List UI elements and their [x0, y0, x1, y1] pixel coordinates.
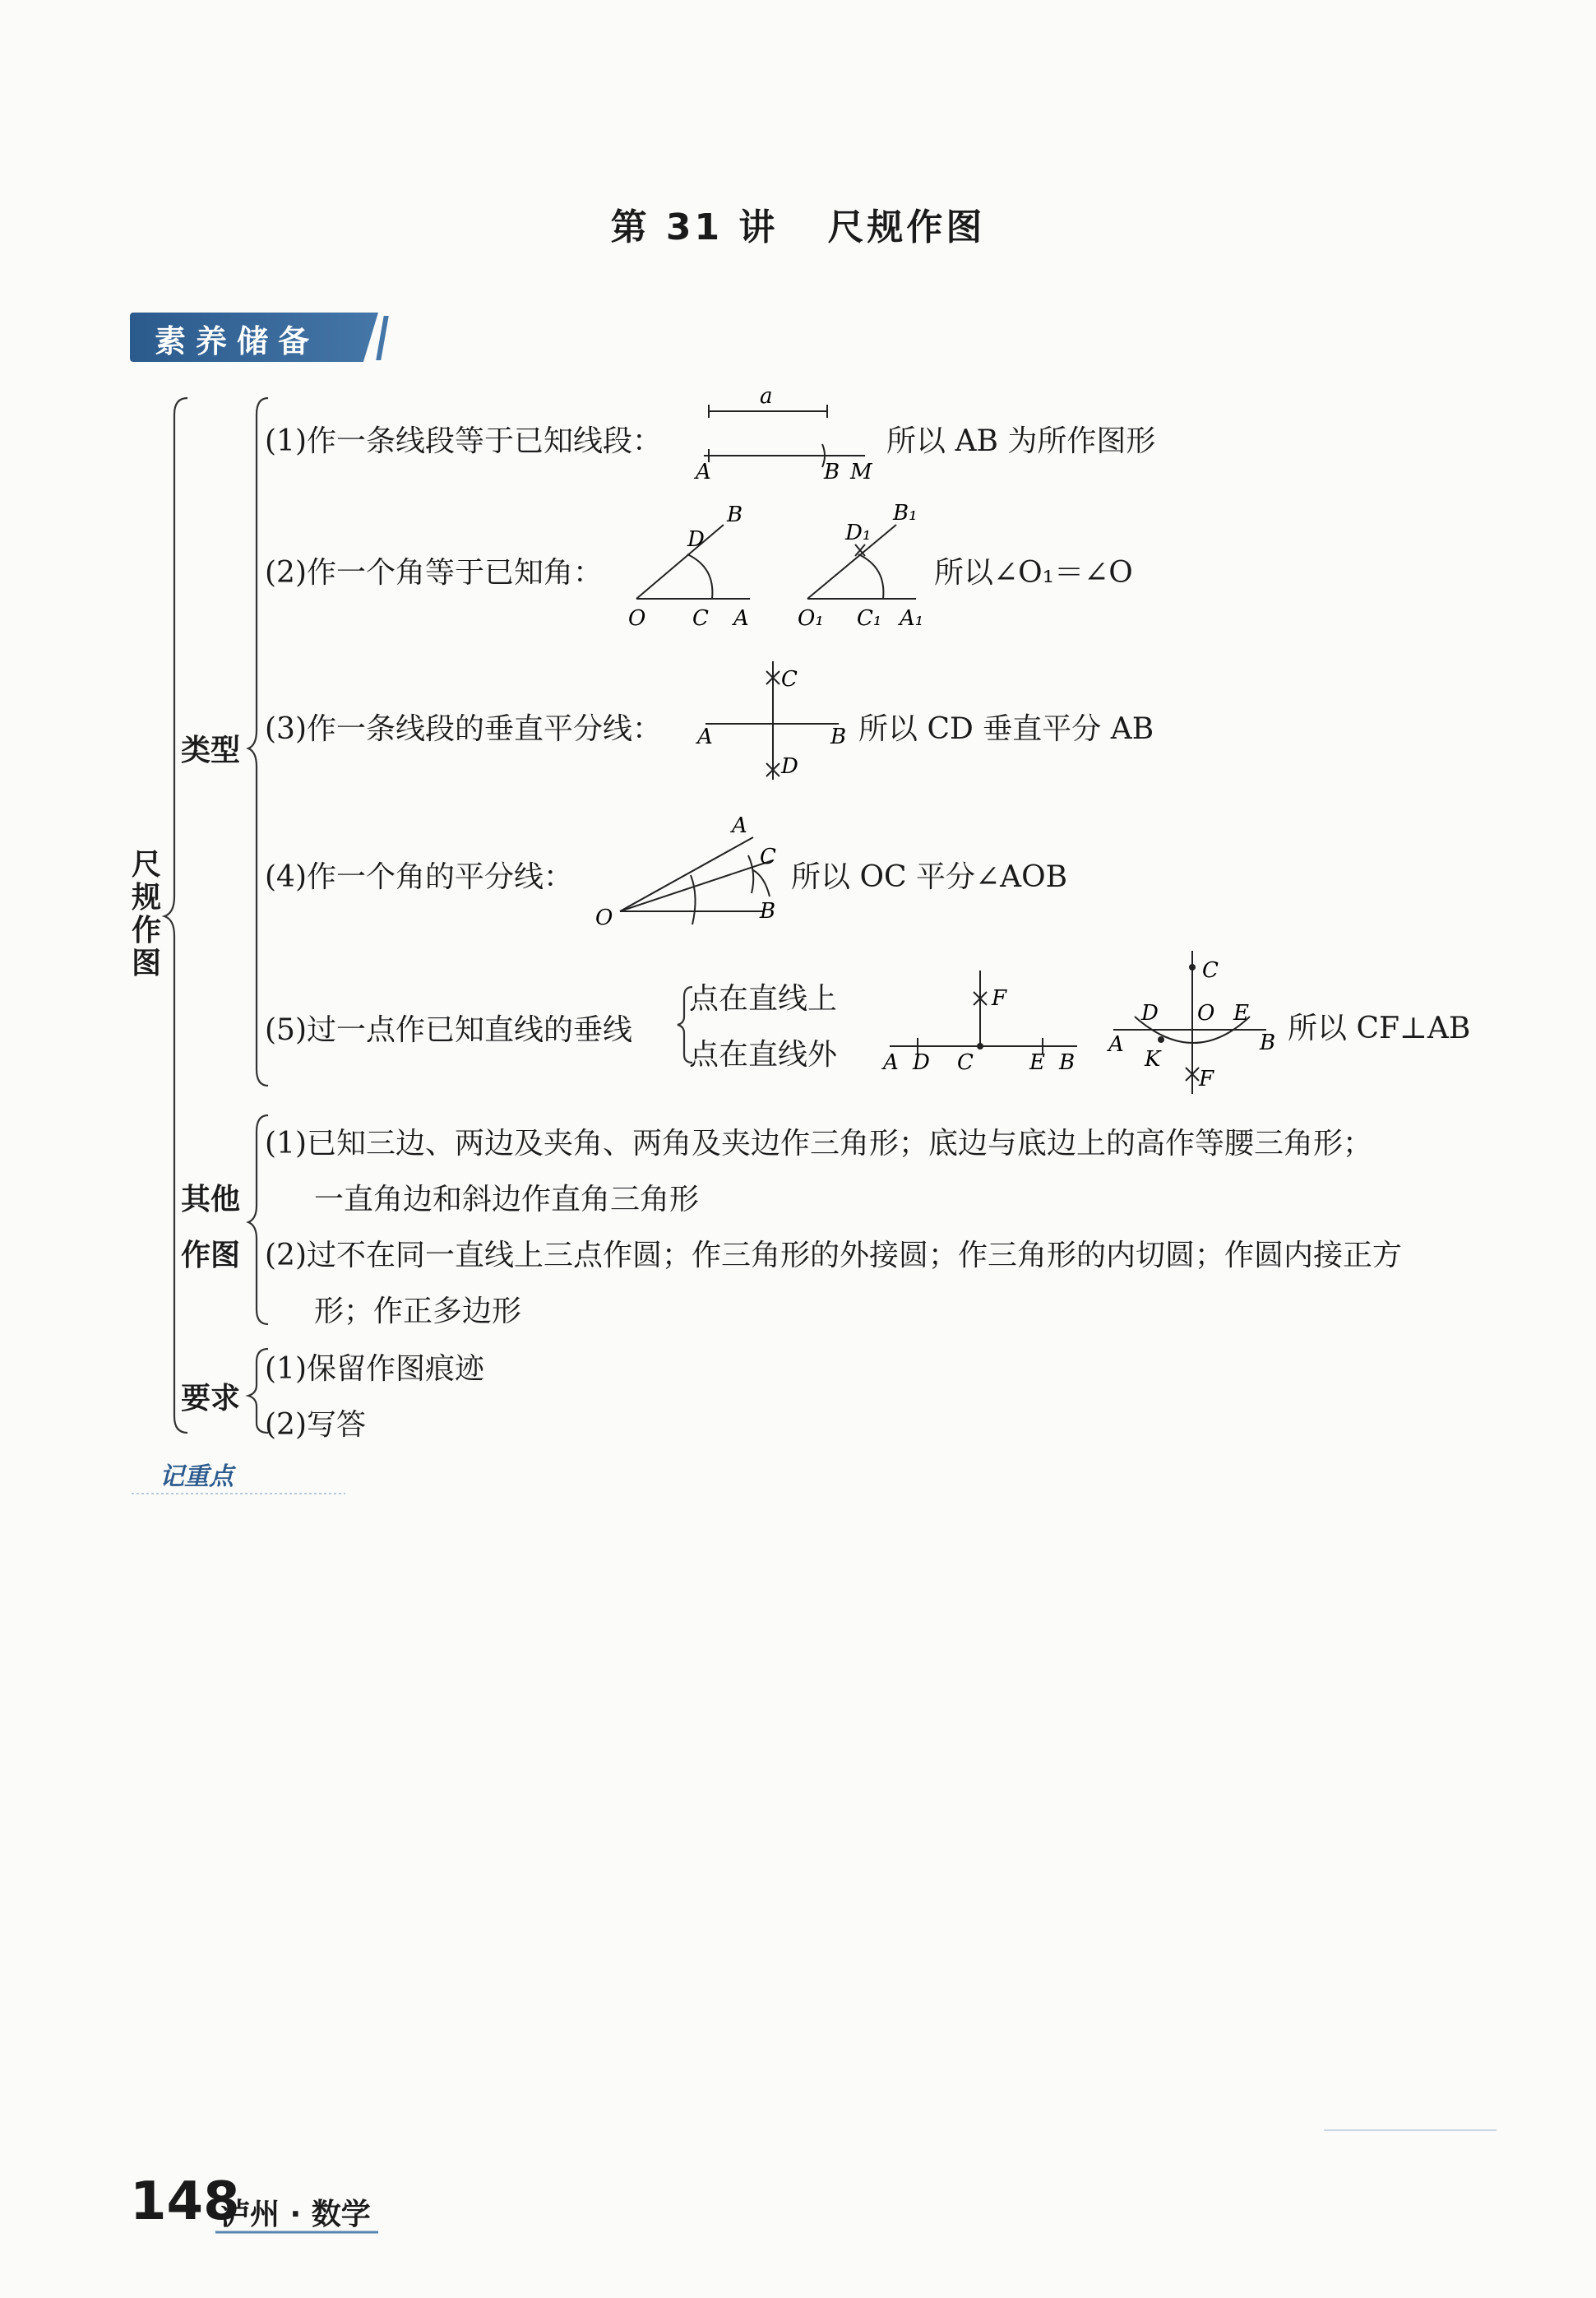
fig5b-label-K: K	[1145, 1047, 1161, 1072]
fig5b-label-D: D	[1141, 1001, 1159, 1026]
fig5a-label-E: E	[1029, 1050, 1045, 1075]
fig4-label-B: B	[760, 899, 776, 924]
fig1-label-B: B	[824, 460, 840, 484]
fig5b-label-A: A	[1108, 1032, 1124, 1057]
fig2-label-O: O	[628, 606, 646, 631]
fig5a-label-A: A	[883, 1050, 899, 1075]
note-label: 记重点	[160, 1462, 234, 1491]
fig4	[620, 837, 776, 924]
fig5a	[890, 971, 1077, 1054]
fig3-label-B: B	[830, 725, 847, 749]
types-label: 类型	[181, 734, 241, 767]
fig3-label-C: C	[781, 667, 798, 692]
fig2-label-D1: D₁	[845, 521, 872, 545]
type-item-1-result: 所以 AB 为所作图形	[886, 424, 1156, 458]
requirements-label: 要求	[181, 1382, 241, 1415]
fig4-label-O: O	[595, 906, 613, 930]
requirement-item-2: (2)写答	[265, 1408, 366, 1442]
root-label: 尺 规 作 图	[131, 848, 161, 980]
fig1-label-A: A	[696, 460, 711, 484]
type-item-5-sub2: 点在直线外	[689, 1038, 838, 1072]
root-brace	[164, 398, 187, 1433]
page-subtitle: 泸州 · 数学	[220, 2198, 371, 2231]
other-item-1-line2: 一直角边和斜边作直角三角形	[314, 1183, 700, 1216]
type-item-4-result: 所以 OC 平分∠AOB	[791, 860, 1068, 894]
fig2-label-C1: C₁	[857, 606, 882, 631]
fig5b-label-C: C	[1202, 958, 1219, 983]
other-item-1-line1: (1)已知三边、两边及夹角、两角及夹边作三角形；底边与底边上的高作等腰三角形；	[265, 1127, 1372, 1161]
fig5a-label-D: D	[913, 1050, 930, 1075]
fig2-label-O1: O₁	[798, 606, 824, 631]
type-item-5-sub1: 点在直线上	[689, 982, 838, 1016]
other-item-2-line1: (2)过不在同一直线上三点作圆；作三角形的外接圆；作三角形的内切圆；作圆内接正方	[265, 1239, 1402, 1272]
fig2	[636, 525, 916, 599]
page-number: 148	[130, 2171, 240, 2232]
fig3-label-A: A	[697, 725, 713, 749]
fig2-label-B: B	[727, 503, 743, 527]
fig5b-label-F: F	[1199, 1067, 1214, 1091]
type-item-3-result: 所以 CD 垂直平分 AB	[858, 712, 1154, 746]
type-item-3: (3)作一条线段的垂直平分线：	[265, 712, 662, 746]
type-item-5: (5)过一点作已知直线的垂线	[265, 1013, 632, 1047]
fig5a-label-B: B	[1059, 1050, 1076, 1075]
fig1-label-a: a	[760, 384, 773, 409]
other-item-2-line2: 形；作正多边形	[314, 1295, 522, 1328]
fig4-label-C: C	[760, 845, 776, 869]
fig2-label-C: C	[692, 606, 709, 631]
fig3-label-D: D	[781, 754, 798, 779]
type-item-4: (4)作一个角的平分线：	[265, 860, 573, 894]
fig5b-label-O: O	[1197, 1001, 1215, 1026]
fig5a-label-C: C	[957, 1050, 974, 1075]
fig2-label-D: D	[687, 527, 705, 552]
other-label-line1: 其他	[181, 1183, 241, 1216]
fig1-label-M: M	[850, 460, 872, 484]
requirement-item-1: (1)保留作图痕迹	[265, 1352, 484, 1386]
type-item-1: (1)作一条线段等于已知线段：	[265, 424, 662, 458]
fig5b-label-B: B	[1260, 1031, 1276, 1055]
fig5a-label-F: F	[992, 986, 1007, 1011]
lecture-topic: 尺规作图	[827, 206, 986, 248]
type-item-2: (2)作一个角等于已知角：	[265, 556, 603, 590]
fig2-label-A: A	[733, 606, 749, 631]
type-item-2-result: 所以∠O₁＝∠O	[934, 556, 1133, 590]
fig1	[704, 405, 865, 467]
fig5b-label-E: E	[1233, 1001, 1249, 1026]
fig2-label-B1: B₁	[893, 501, 918, 526]
fig4-label-A: A	[732, 813, 747, 838]
lecture-number: 第 31 讲	[610, 206, 779, 248]
section-banner-label: 素养储备	[155, 323, 320, 359]
fig2-label-A1: A₁	[900, 606, 924, 631]
type-item-5-result: 所以 CF⊥AB	[1288, 1012, 1471, 1045]
other-label-line2: 作图	[181, 1239, 241, 1272]
fig3	[705, 661, 839, 780]
